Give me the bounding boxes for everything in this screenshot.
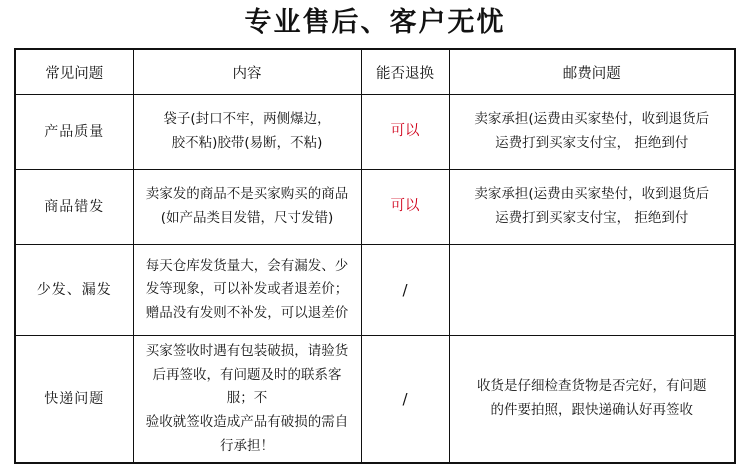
- content-line: 卖家发的商品不是买家购买的商品: [145, 186, 349, 203]
- content-line: 胶不粘)胶带(易断，不粘): [171, 135, 323, 151]
- cell-returnable: 可以: [361, 95, 449, 170]
- shipping-line: 运费打到买家支付宝， 拒绝到付: [495, 135, 689, 151]
- cell-question: 快递问题: [15, 336, 133, 464]
- cell-shipping: [449, 95, 735, 170]
- cell-shipping: [449, 170, 735, 245]
- content-line: 赠品没有发则不补发，可以退差价: [145, 304, 349, 321]
- shipping-line: 的件要拍照，跟快递确认好再签收: [490, 402, 693, 419]
- cell-returnable: 可以: [361, 170, 449, 245]
- table-header-row: [15, 49, 735, 95]
- page-title: 专业售后、客户无忧: [244, 7, 506, 38]
- cell-content: [133, 95, 361, 170]
- cell-question: 产品质量: [15, 95, 133, 170]
- cell-content: [133, 245, 361, 336]
- shipping-line: 卖家承担(运费由买家垫付，收到退货后: [474, 111, 710, 128]
- shipping-line: 收货是仔细检查货物是否完好，有问题: [477, 378, 707, 395]
- table-row: [15, 95, 735, 170]
- cell-content: [133, 336, 361, 464]
- content-line: 验收就签收造成产品有破损的需自: [145, 413, 349, 430]
- column-header-returnable: 能否退换: [361, 49, 449, 95]
- cell-returnable: /: [361, 336, 449, 464]
- cell-shipping: [449, 336, 735, 464]
- column-header-shipping: 邮费问题: [449, 49, 735, 95]
- table-header: [15, 49, 735, 95]
- content-line: 后再签收，有问题及时的联系客服；不: [152, 366, 342, 407]
- cell-content: [133, 170, 361, 245]
- cell-shipping: [449, 245, 735, 336]
- shipping-line: 卖家承担(运费由买家垫付，收到退货后: [474, 186, 710, 203]
- cell-returnable: /: [361, 245, 449, 336]
- shipping-line: 运费打到买家支付宝， 拒绝到付: [495, 210, 689, 226]
- content-line: 行承担！: [220, 437, 274, 454]
- content-line: 买家签收时遇有包装破损，请验货: [145, 343, 349, 359]
- cell-question: 商品错发: [15, 170, 133, 245]
- table-row: [15, 336, 735, 464]
- table-row: [15, 170, 735, 245]
- table-row: [15, 245, 735, 336]
- faq-table: [14, 48, 736, 464]
- content-line: 每天仓库发货量大，会有漏发、少: [145, 257, 349, 274]
- table-body: [15, 95, 735, 464]
- column-header-content: 内容: [133, 49, 361, 95]
- content-line: 发等现象，可以补发或者退差价；: [145, 281, 349, 298]
- cell-question: 少发、漏发: [15, 245, 133, 336]
- content-line: (如产品类目发错，尺寸发错): [160, 210, 334, 226]
- column-header-question: 常见问题: [15, 49, 133, 95]
- content-line: 袋子(封口不牢，两侧爆边，: [163, 111, 331, 128]
